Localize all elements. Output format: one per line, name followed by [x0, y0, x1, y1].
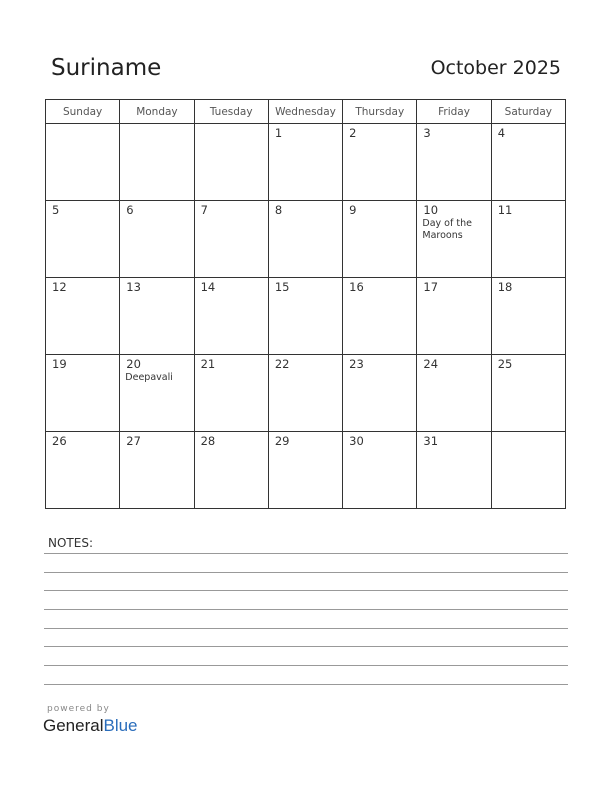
- notes-line: [44, 646, 568, 647]
- day-cell: [46, 355, 120, 432]
- notes-line: [44, 665, 568, 666]
- day-number: 13: [126, 280, 141, 294]
- day-number: 22: [274, 357, 290, 371]
- holiday-label: Day of the Maroons: [422, 218, 472, 241]
- weekday-header: Thursday: [343, 100, 417, 124]
- day-cell: [46, 432, 120, 509]
- day-cell: [343, 278, 417, 355]
- holiday-label: Deepavali: [125, 372, 173, 383]
- day-number: 10: [423, 203, 439, 217]
- day-cell: [194, 201, 268, 278]
- day-number: 20: [126, 357, 141, 371]
- day-cell: [268, 201, 342, 278]
- logo-blue-text: Blue: [103, 716, 138, 735]
- day-number: 31: [423, 434, 439, 448]
- day-cell: [268, 432, 342, 509]
- day-cell: [120, 278, 194, 355]
- day-cell: [417, 432, 491, 509]
- weekday-header: Sunday: [46, 100, 120, 124]
- week-row: [46, 124, 566, 201]
- day-number: 25: [497, 357, 513, 371]
- day-number: 28: [200, 434, 216, 448]
- day-cell: [491, 201, 565, 278]
- day-number: 1: [274, 126, 283, 140]
- day-cell: [491, 355, 565, 432]
- day-number: 30: [349, 434, 364, 448]
- day-number: 29: [274, 434, 290, 448]
- day-number: 5: [52, 203, 60, 217]
- notes-line: [44, 609, 568, 610]
- logo-general-text: General: [43, 716, 104, 735]
- notes-line: [44, 628, 568, 629]
- day-cell: [417, 278, 491, 355]
- calendar-grid: [45, 99, 566, 509]
- day-number: 24: [423, 357, 439, 371]
- weekday-header: Monday: [120, 100, 194, 124]
- notes-line: [44, 684, 568, 685]
- day-cell: [120, 355, 194, 432]
- week-row: [46, 355, 566, 432]
- weekday-header-row: [46, 100, 566, 124]
- day-number: 8: [274, 203, 283, 217]
- day-cell: [46, 278, 120, 355]
- day-number: 16: [349, 280, 364, 294]
- weekday-header: Friday: [417, 100, 491, 124]
- day-number: 7: [200, 203, 208, 217]
- day-number: 2: [349, 126, 357, 140]
- day-number: 12: [52, 280, 67, 294]
- day-number: 27: [126, 434, 141, 448]
- day-cell: [343, 124, 417, 201]
- day-cell: [491, 124, 565, 201]
- day-cell: [268, 355, 342, 432]
- day-cell: [120, 432, 194, 509]
- day-cell: [417, 124, 491, 201]
- calendar-country-title: Suriname: [51, 55, 162, 81]
- notes-line: [44, 553, 568, 554]
- day-number: 6: [126, 203, 134, 217]
- day-number: 14: [200, 280, 216, 294]
- day-number: 3: [423, 126, 431, 140]
- day-number: 4: [497, 126, 506, 140]
- day-number: 15: [274, 280, 290, 294]
- day-cell: [268, 278, 342, 355]
- day-cell: [268, 124, 342, 201]
- day-cell: [491, 278, 565, 355]
- day-cell: [120, 124, 194, 201]
- day-cell: [46, 201, 120, 278]
- day-cell: [194, 432, 268, 509]
- notes-line: [44, 572, 568, 573]
- day-number: 17: [423, 280, 439, 294]
- calendar-month-title: October 2025: [430, 57, 561, 79]
- day-cell: [343, 355, 417, 432]
- weekday-header: Wednesday: [268, 100, 342, 124]
- day-cell: [491, 432, 565, 509]
- day-number: 9: [349, 203, 357, 217]
- week-row: [46, 201, 566, 278]
- day-cell: [417, 355, 491, 432]
- day-cell: [46, 124, 120, 201]
- day-cell: [343, 432, 417, 509]
- generalblue-logo: [43, 716, 138, 736]
- day-number: 21: [200, 357, 216, 371]
- day-number: 19: [52, 357, 67, 371]
- notes-line: [44, 590, 568, 591]
- week-row: [46, 432, 566, 509]
- day-cell: [194, 278, 268, 355]
- weekday-header: Tuesday: [194, 100, 268, 124]
- weekday-header: Saturday: [491, 100, 565, 124]
- day-cell: [343, 201, 417, 278]
- day-number: 23: [349, 357, 364, 371]
- day-cell: [120, 201, 194, 278]
- day-cell: [194, 124, 268, 201]
- day-cell: [417, 201, 491, 278]
- day-number: 18: [497, 280, 513, 294]
- week-row: [46, 278, 566, 355]
- day-number: 26: [52, 434, 67, 448]
- notes-label: NOTES:: [48, 536, 93, 550]
- day-number: 11: [497, 203, 513, 217]
- day-cell: [194, 355, 268, 432]
- powered-by-text: powered by: [47, 704, 110, 714]
